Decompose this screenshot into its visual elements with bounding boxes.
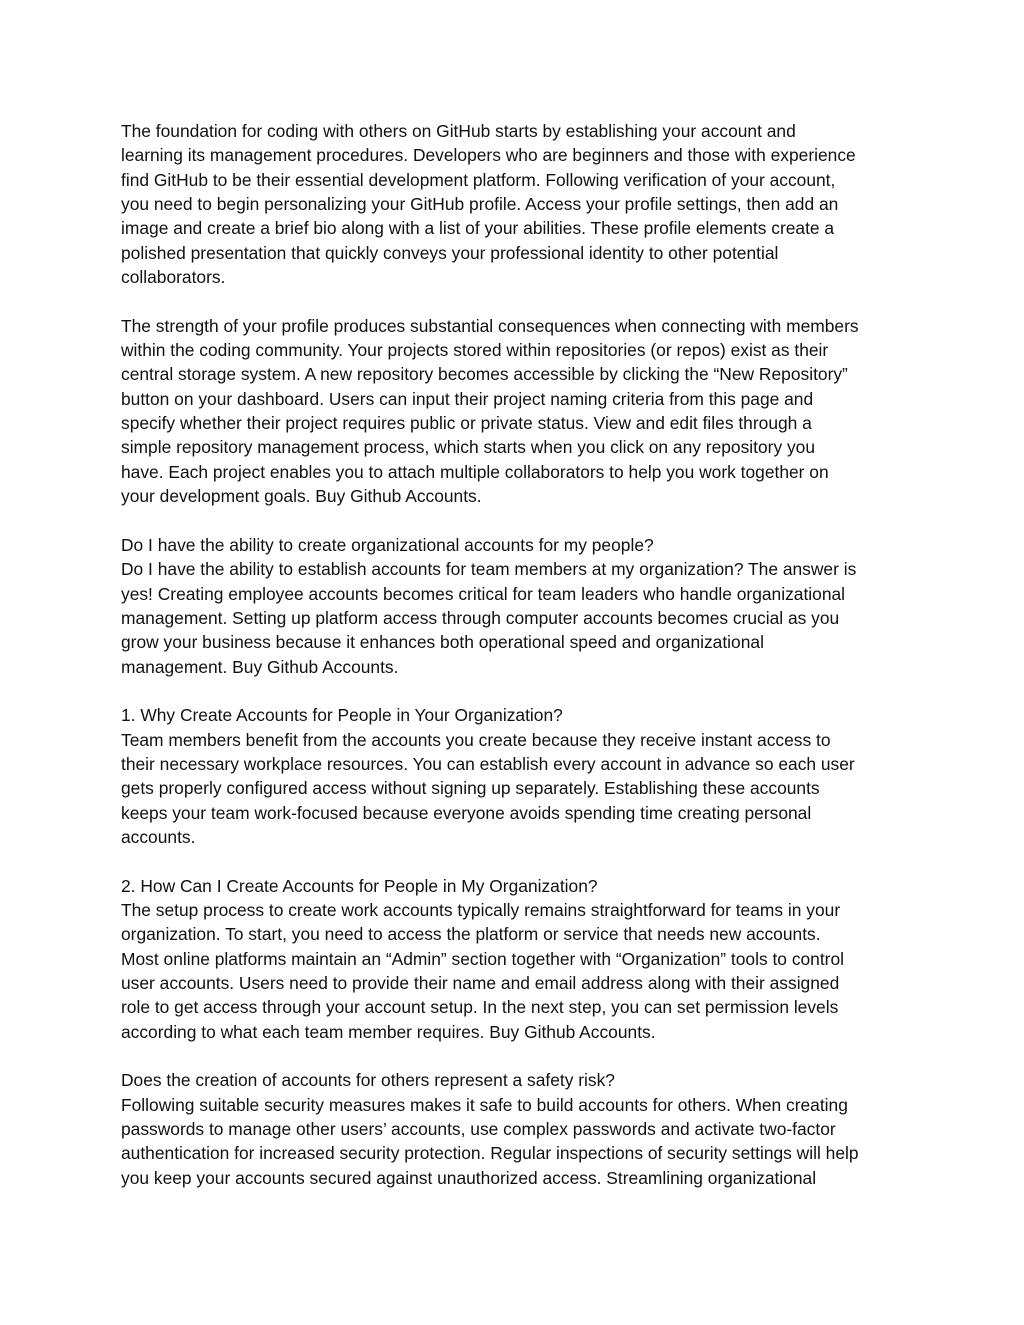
text-line: find GitHub to be their essential development platform. Following verification of your account, [121,169,836,190]
text-line: learning its management procedures. Developers who are beginners and those with experience [121,145,856,166]
text-line: role to get access through your account setup. In the next step, you can set permission levels [121,997,839,1018]
text-line: their necessary workplace resources. You can establish every account in advance so each user [121,753,855,774]
text-line: you need to begin personalizing your GitHub profile. Access your profile settings, then add an [121,194,839,215]
section-heading: 1. Why Create Accounts for People in Your Organization? [121,705,563,726]
text-line: The setup process to create work accounts typically remains straightforward for teams in your [121,900,841,920]
section-heading: Does the creation of accounts for others represent a safety risk? [121,1070,615,1091]
text-line: according to what each team member requires. Buy Github Accounts. [121,1021,656,1042]
text-line: yes! Creating employee accounts becomes critical for team leaders who handle organizational [121,583,846,604]
text-line: simple repository management process, which starts when you click on any repository you [121,437,816,458]
text-line: you keep your accounts secured against unauthorized access. Streamlining organizational [121,1167,817,1188]
text-line: The strength of your profile produces substantial consequences when connecting with members [121,315,859,336]
text-line: authentication for increased security protection. Regular inspections of security settings will help [121,1143,859,1164]
text-line: Team members benefit from the accounts you create because they receive instant access to [121,729,831,750]
text-line: Most online platforms maintain an “Admin” section together with “Organization” tools to control [121,948,845,969]
text-line: within the coding community. Your projects stored within repositories (or repos) exist as their [121,340,829,361]
text-line: management. Buy Github Accounts. [121,656,399,677]
text-line: central storage system. A new repository becomes accessible by clicking the “New Repository” [121,364,848,385]
text-line: Do I have the ability to establish accounts for team members at my organization? The answer is [121,559,857,580]
section-how-create-accounts [121,874,911,1044]
text-line: polished presentation that quickly conveys your professional identity to other potential [121,242,779,263]
document-page [121,119,911,1214]
text-line: accounts. [121,826,196,847]
text-line: image and create a brief bio along with a list of your abilities. These profile elements create a [121,218,835,239]
paragraph-profile-strength [121,314,911,509]
text-line: gets properly configured access without signing up separately. Establishing these accounts [121,778,820,799]
section-heading: Do I have the ability to create organizational accounts for my people? [121,534,654,555]
text-line: The foundation for coding with others on GitHub starts by establishing your account and [121,121,796,141]
text-line: your development goals. Buy Github Accounts. [121,486,482,507]
text-line: collaborators. [121,267,226,288]
text-line: grow your business because it enhances both operational speed and organizational [121,632,764,653]
section-why-create-accounts [121,703,911,849]
text-line: keeps your team work-focused because everyone avoids spending time creating personal [121,802,812,823]
text-line: specify whether their project requires public or private status. View and edit files through a [121,413,812,434]
text-line: user accounts. Users need to provide their name and email address along with their assigned [121,973,840,994]
text-line: organization. To start, you need to access the platform or service that needs new accounts. [121,924,821,945]
text-line: Following suitable security measures makes it safe to build accounts for others. When creating [121,1094,848,1115]
section-heading: 2. How Can I Create Accounts for People in My Organization? [121,875,598,896]
paragraph-intro [121,119,911,289]
text-line: management. Setting up platform access through computer accounts becomes crucial as you [121,607,840,628]
text-line: button on your dashboard. Users can input their project naming criteria from this page and [121,388,814,409]
text-line: have. Each project enables you to attach multiple collaborators to help you work together on [121,461,829,482]
section-org-accounts [121,533,911,679]
text-line: passwords to manage other users’ accounts, use complex passwords and activate two-factor [121,1119,836,1140]
section-safety-risk [121,1068,911,1190]
